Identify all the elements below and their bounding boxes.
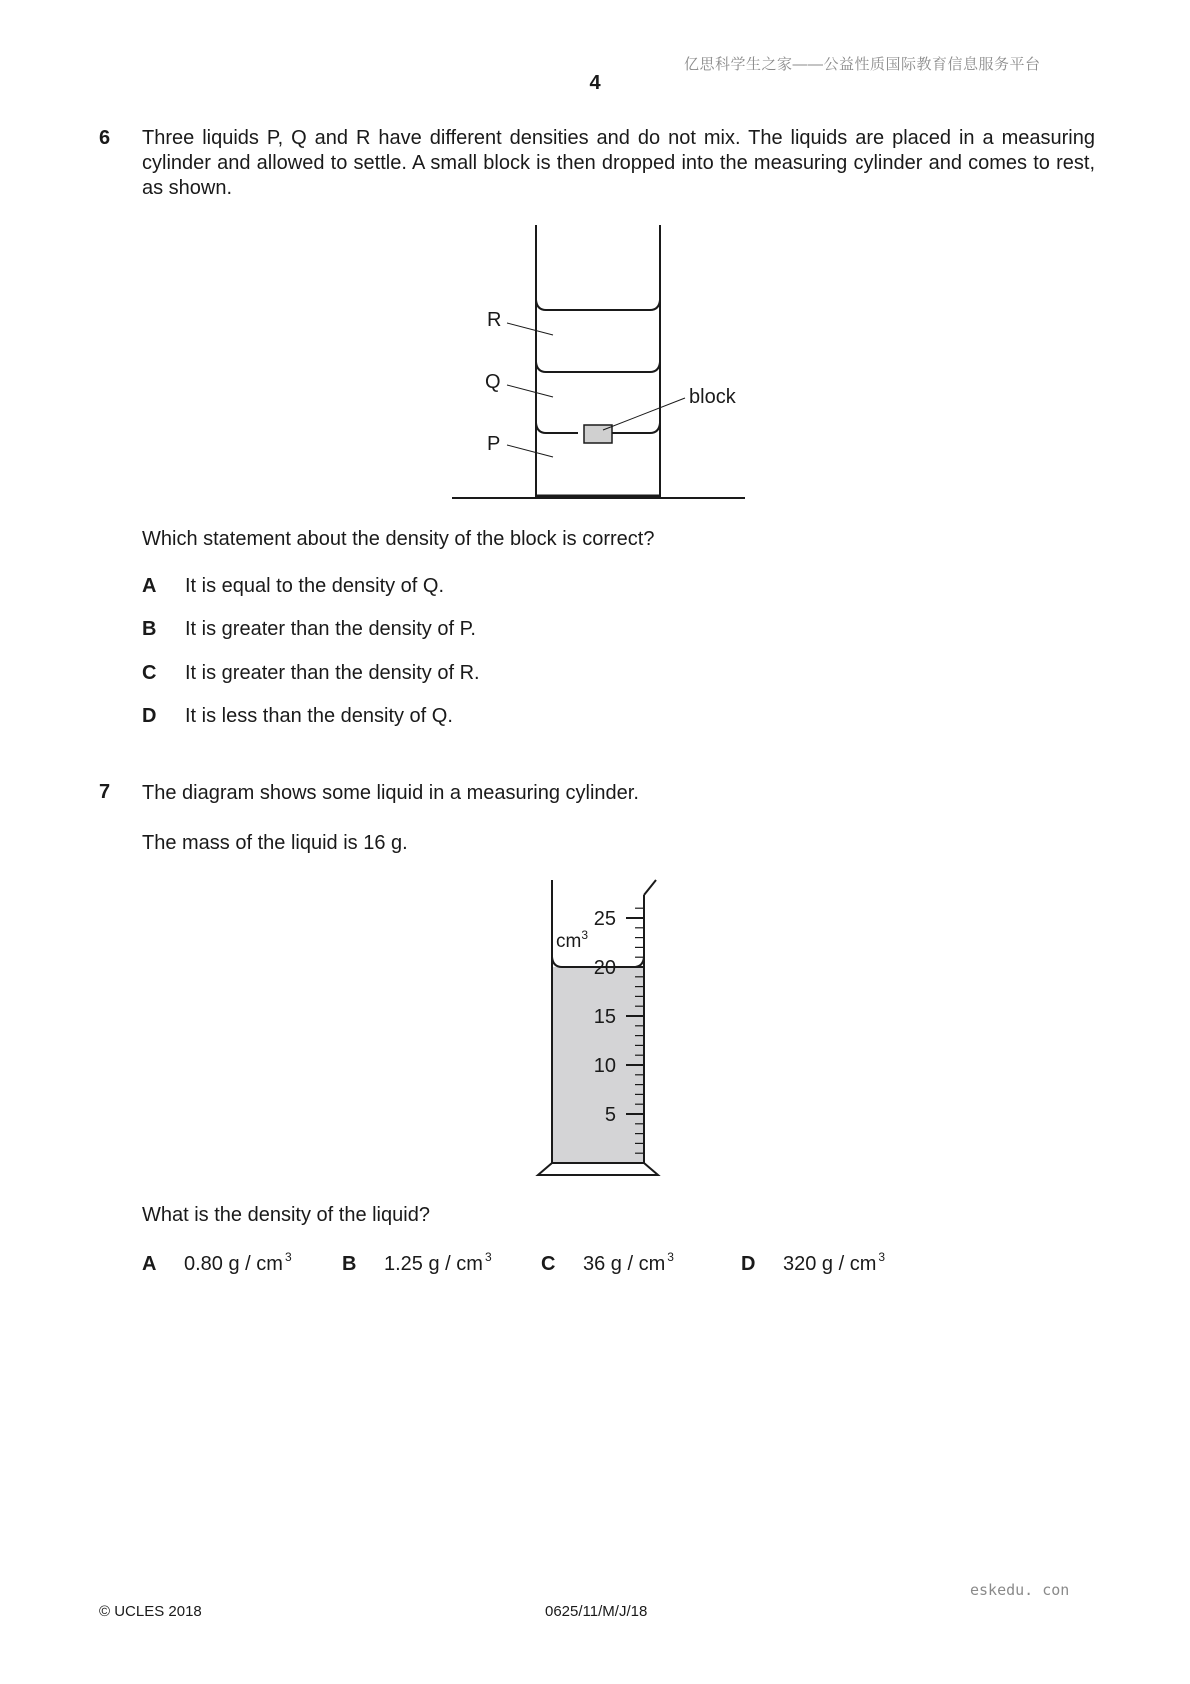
q6-meniscus-p-right	[612, 423, 660, 433]
q6-leader-p	[507, 445, 553, 457]
q6-option-a-text[interactable]: It is equal to the density of Q.	[185, 575, 445, 597]
q6-label-q: Q	[485, 371, 501, 393]
question-6-number: 6	[99, 127, 111, 149]
question-6-text: Three liquids P, Q and R have different densities and do not mix. The liquids are placed in a measuring cylinder and allowed to settle. A small block is then dropped into the measuring cylinder and comes to rest, as shown.	[142, 127, 1095, 199]
q6-label-p: P	[487, 433, 501, 455]
q7-option-c[interactable]	[541, 1250, 674, 1276]
q6-label-r: R	[487, 309, 502, 331]
q7-cylinder-diagram	[530, 875, 670, 1180]
q7-cylinder-spout	[644, 880, 656, 895]
q7-option-a-value: 0.80 g / cm	[184, 1253, 283, 1275]
q7-scale-label-25: 25	[593, 908, 616, 930]
q6-option-d-letter[interactable]: D	[142, 705, 157, 727]
q7-unit-label: $cm^3$	[556, 928, 589, 952]
header-watermark: 亿思科学生之家——公益性质国际教育信息服务平台	[684, 56, 1041, 73]
q6-option-a-letter[interactable]: A	[142, 575, 157, 597]
question-7-mass: The mass of the liquid is 16 g.	[142, 832, 408, 854]
q7-option-b[interactable]	[342, 1250, 492, 1276]
q7-option-a-letter: A	[142, 1253, 157, 1275]
q6-option-c-letter[interactable]: C	[142, 662, 157, 684]
q6-leader-r	[507, 323, 553, 335]
q7-option-c-letter: C	[541, 1253, 556, 1275]
footer-watermark: eskedu. con	[970, 1581, 1070, 1599]
q6-meniscus-q	[536, 362, 660, 372]
question-7-text: The diagram shows some liquid in a measuring cylinder.	[142, 782, 639, 804]
footer-copyright: © UCLES 2018	[99, 1603, 202, 1620]
q6-meniscus-r	[536, 300, 660, 310]
q6-option-b-text[interactable]: It is greater than the density of P.	[185, 618, 476, 640]
question-6-prompt: Which statement about the density of the block is correct?	[142, 528, 655, 550]
q7-option-d-value: 320 g / cm	[783, 1253, 877, 1275]
q6-cylinder-diagram	[440, 220, 760, 505]
q7-option-a[interactable]	[142, 1250, 292, 1276]
q6-option-c-text[interactable]: It is greater than the density of R.	[185, 662, 480, 684]
footer-paper-code: 0625/11/M/J/18	[545, 1603, 648, 1620]
question-7-prompt: What is the density of the liquid?	[142, 1204, 430, 1226]
q7-option-d-exp: 3	[878, 1250, 886, 1264]
q7-option-b-letter: B	[342, 1253, 357, 1275]
q7-option-a-exp: 3	[284, 1250, 292, 1264]
question-7-number: 7	[99, 781, 111, 803]
q6-meniscus-p-left	[536, 423, 578, 433]
page-number: 4	[589, 72, 601, 94]
q6-label-block: block	[689, 386, 736, 408]
q7-option-c-exp: 3	[667, 1250, 674, 1264]
q7-scale-label-20: 20	[593, 957, 616, 979]
q7-option-b-value: 1.25 g / cm	[384, 1253, 483, 1275]
q7-option-c-value: 36 g / cm	[583, 1253, 666, 1275]
q6-option-d-text[interactable]: It is less than the density of Q.	[185, 705, 453, 727]
q7-option-d-letter: D	[741, 1253, 756, 1275]
q7-option-b-exp: 3	[484, 1250, 492, 1264]
q6-leader-block	[603, 398, 685, 430]
q7-option-d[interactable]	[741, 1250, 885, 1276]
q6-leader-q	[507, 385, 553, 397]
q6-option-b-letter[interactable]: B	[142, 618, 157, 640]
q7-scale-label-10: 10	[593, 1055, 616, 1077]
q7-cylinder-foot	[538, 1163, 658, 1175]
q7-scale-label-15: 15	[593, 1006, 616, 1028]
q7-scale-label-5: 5	[604, 1104, 616, 1126]
